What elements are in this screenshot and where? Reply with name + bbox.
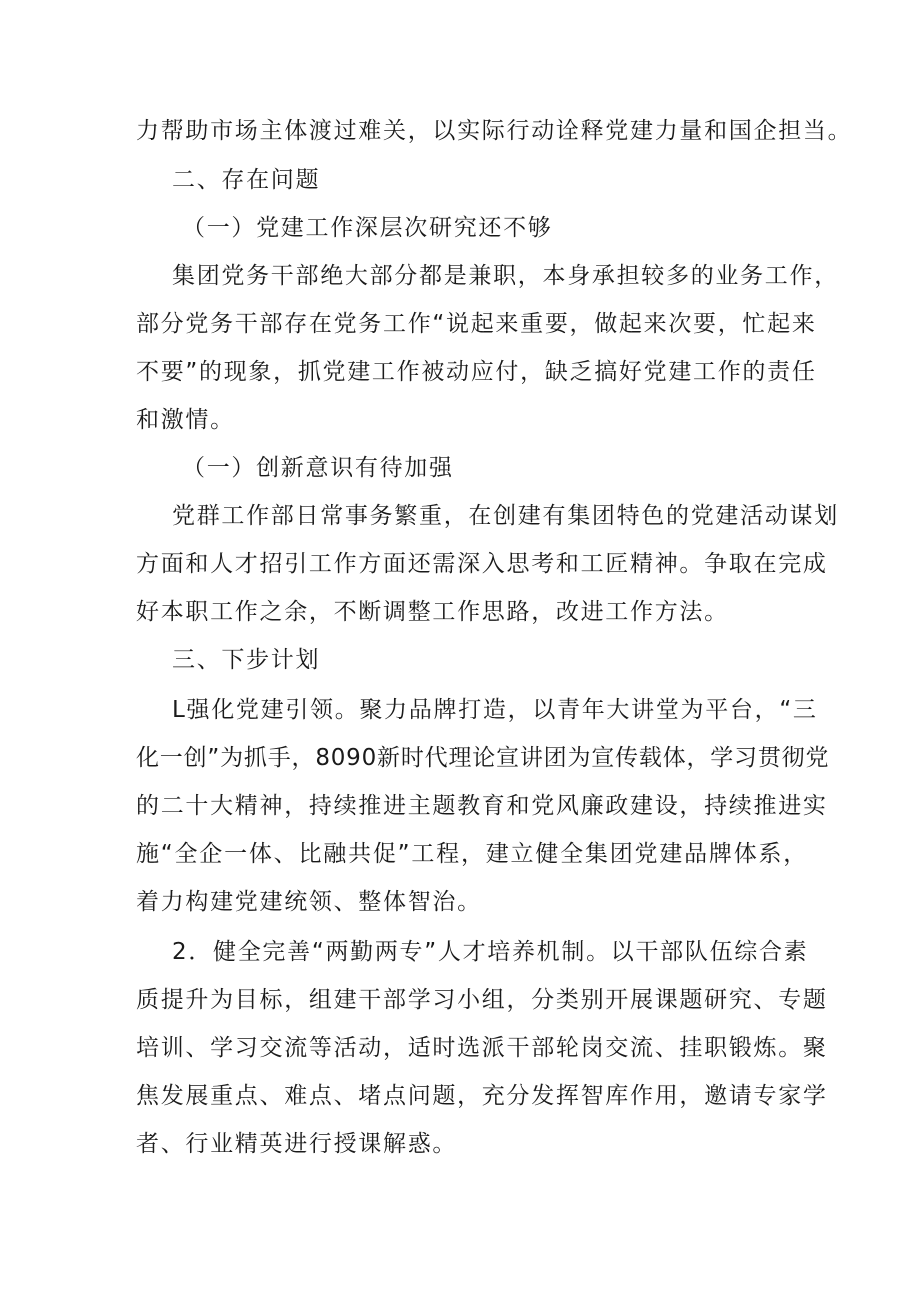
paragraph-line: 方面和人才招引工作方面还需深入思考和工匠精神。争取在完成 <box>136 551 828 577</box>
paragraph-line: 培训、学习交流等活动，适时选派干部轮岗交流、挂职锻炼。聚 <box>136 1035 828 1061</box>
paragraph-line: 和激情。 <box>136 407 235 433</box>
paragraph-line: 的二十大精神，持续推进主题教育和党风廉政建设，持续推进实 <box>136 793 828 819</box>
paragraph-line: 施“全企一体、比融共促”工程，建立健全集团党建品牌体系， <box>136 841 808 867</box>
paragraph-line: 质提升为目标，组建干部学习小组，分类别开展课题研究、专题 <box>136 987 828 1013</box>
paragraph-line: 者、行业精英进行授课解惑。 <box>136 1131 458 1157</box>
paragraph-line: 焦发展重点、难点、堵点问题，充分发挥智库作用，邀请专家学 <box>136 1083 828 1109</box>
paragraph-line: 集团党务干部绝大部分都是兼职，本身承担较多的业务工作， <box>172 263 839 289</box>
subsection-heading: （一）创新意识有待加强 <box>182 455 454 481</box>
paragraph-line: 力帮助市场主体渡过难关，以实际行动诠释党建力量和国企担当。 <box>136 118 853 144</box>
paragraph-line: L强化党建引领。聚力品牌打造，以青年大讲堂为平台，“三 <box>172 697 818 723</box>
paragraph-line: 不要”的现象，抓党建工作被动应付，缺乏搞好党建工作的责任 <box>136 359 817 385</box>
paragraph-line: 着力构建党建统领、整体智治。 <box>136 889 482 915</box>
paragraph-line: 好本职工作之余，不断调整工作思路，改进工作方法。 <box>136 599 729 625</box>
paragraph-line: 化一创”为抓手，8090新时代理论宣讲团为宣传载体，学习贯彻党 <box>136 745 830 771</box>
paragraph-line: 党群工作部日常事务繁重，在创建有集团特色的党建活动谋划 <box>172 503 839 529</box>
paragraph-line: 2．健全完善“两勤两专”人才培养机制。以干部队伍综合素 <box>172 939 809 965</box>
paragraph-line: 部分党务干部存在党务工作“说起来重要，做起来次要，忙起来 <box>136 311 817 337</box>
section-heading-problems: 二、存在问题 <box>172 167 321 193</box>
section-heading-next-steps: 三、下步计划 <box>172 647 321 673</box>
subsection-heading: （一）党建工作深层次研究还不够 <box>182 215 553 241</box>
